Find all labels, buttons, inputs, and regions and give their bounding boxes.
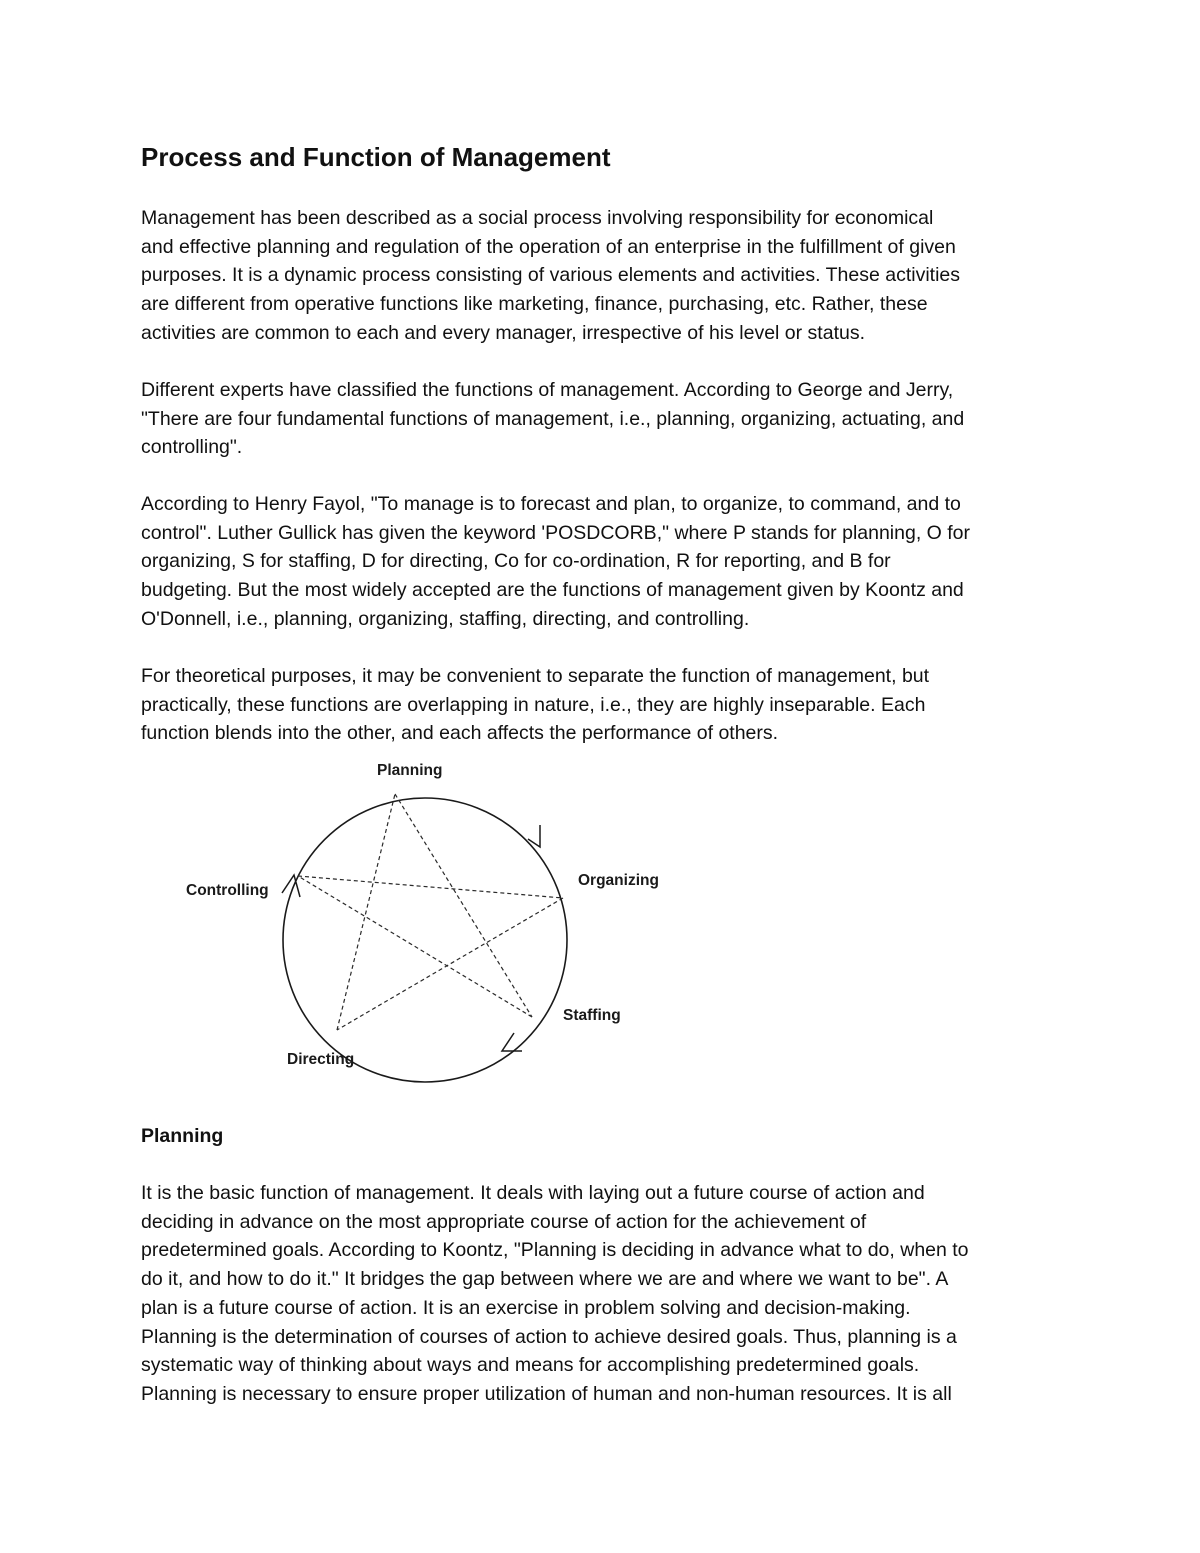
- text-line: "There are four fundamental functions of management, i.e., planning, organizing, actuating, and: [141, 407, 965, 430]
- diagram-svg: [170, 755, 730, 1115]
- paragraph-overlap: [141, 662, 1076, 748]
- text-line: deciding in advance on the most appropriate course of action for the achievement of: [141, 1210, 867, 1233]
- text-line: activities are common to each and every manager, irrespective of his level or status.: [141, 321, 866, 344]
- label-planning: Planning: [377, 762, 443, 779]
- label-controlling: Controlling: [186, 882, 269, 899]
- text-line: do it, and how to do it." It bridges the gap between where we are and where we want to be". A: [141, 1268, 949, 1291]
- arrow-down-left-icon: [502, 1033, 522, 1051]
- paragraph-classification: [141, 376, 1076, 462]
- text-line: controlling".: [141, 436, 243, 459]
- paragraph-intro: [141, 204, 1076, 348]
- text-line: purposes. It is a dynamic process consisting of various elements and activities. These activities: [141, 264, 961, 287]
- text-line: Management has been described as a social process involving responsibility for economical: [141, 207, 934, 229]
- text-line: O'Donnell, i.e., planning, organizing, staffing, directing, and controlling.: [141, 607, 750, 630]
- label-staffing: Staffing: [563, 1007, 621, 1024]
- text-line: Planning is necessary to ensure proper utilization of human and non-human resources. It is all: [141, 1382, 952, 1405]
- text-line: According to Henry Fayol, "To manage is to forecast and plan, to organize, to command, and to: [141, 493, 961, 515]
- text-line: systematic way of thinking about ways and means for accomplishing predetermined goals.: [141, 1354, 920, 1377]
- line-controlling-organizing: [298, 876, 563, 898]
- text-line: plan is a future course of action. It is an exercise in problem solving and decision-making.: [141, 1296, 911, 1319]
- text-line: control". Luther Gullick has given the keyword 'POSDCORB," where P stands for planning, O for: [141, 521, 971, 544]
- text-line: Different experts have classified the functions of management. According to George and Jerry,: [141, 379, 954, 401]
- document-title: Process and Function of Management: [141, 142, 611, 172]
- line-organizing-directing: [337, 898, 563, 1030]
- text-line: predetermined goals. According to Koontz, "Planning is deciding in advance what to do, when to: [141, 1239, 969, 1262]
- text-line: organizing, S for staffing, D for directing, Co for co-ordination, R for reporting, and B for: [141, 550, 891, 573]
- text-line: It is the basic function of management. It deals with laying out a future course of action and: [141, 1182, 925, 1204]
- text-line: Planning is the determination of courses of action to achieve desired goals. Thus, planning is a: [141, 1325, 957, 1348]
- text-line: budgeting. But the most widely accepted are the functions of management given by Koontz and: [141, 579, 964, 602]
- line-directing-planning: [337, 794, 395, 1030]
- section-heading-planning: Planning: [141, 1125, 224, 1147]
- cycle-circle: [283, 798, 567, 1082]
- text-line: function blends into the other, and each affects the performance of others.: [141, 722, 779, 745]
- text-line: practically, these functions are overlapping in nature, i.e., they are highly inseparable. Each: [141, 693, 926, 716]
- label-organizing: Organizing: [578, 872, 659, 889]
- text-line: For theoretical purposes, it may be convenient to separate the function of management, but: [141, 665, 930, 687]
- line-staffing-controlling: [298, 876, 532, 1017]
- paragraph-fayol-gullick: [141, 490, 1076, 634]
- management-functions-diagram: [170, 755, 730, 1115]
- paragraph-planning: [141, 1179, 1076, 1409]
- text-line: and effective planning and regulation of the operation of an enterprise in the fulfillment of given: [141, 235, 956, 258]
- label-directing: Directing: [287, 1051, 355, 1068]
- text-line: are different from operative functions like marketing, finance, purchasing, etc. Rather, these: [141, 293, 928, 316]
- pentagram-lines: [298, 794, 563, 1030]
